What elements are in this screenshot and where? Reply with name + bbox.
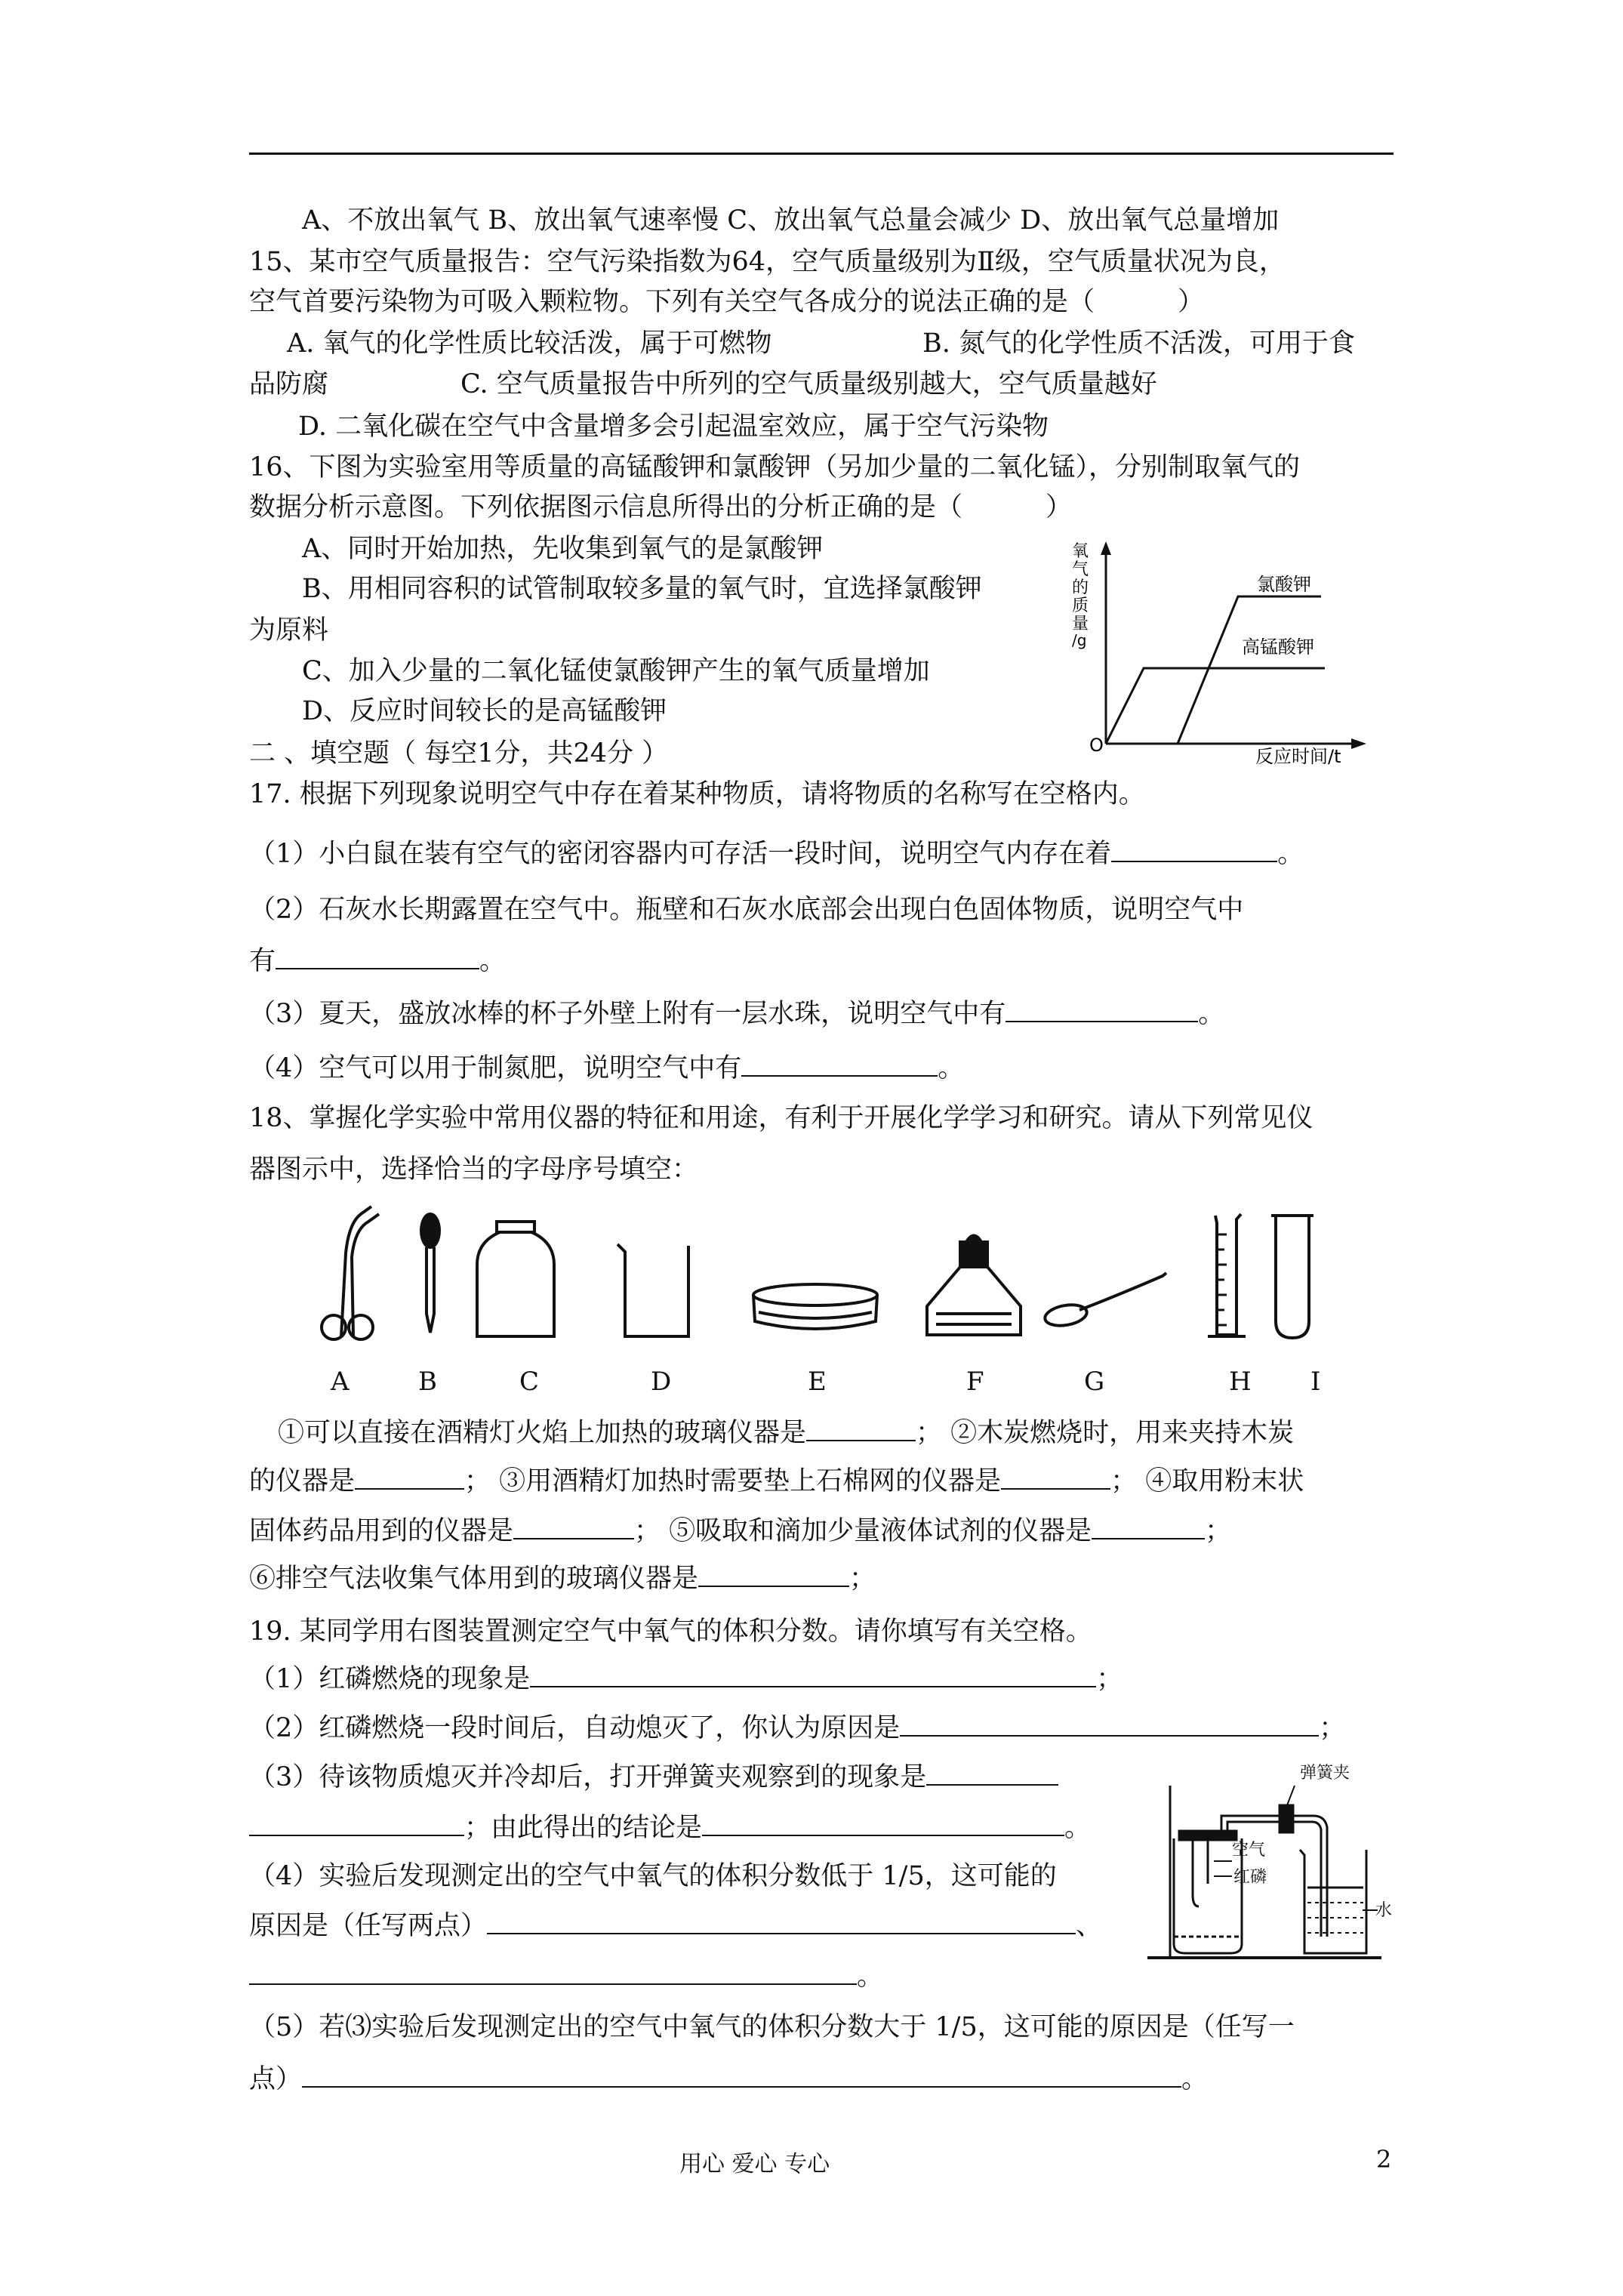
evaporating-dish-icon [753, 1284, 877, 1329]
q19-part1: （1）红磷燃烧的现象是 ； [249, 1664, 1123, 1694]
q19-part2: （2）红磷燃烧一段时间后，自动熄灭了，你认为原因是 ； [249, 1713, 1346, 1743]
answer-blank[interactable] [900, 1712, 1319, 1737]
q16-stem-line2: 数据分析示意图。下列依据图示信息所得出的分析正确的是（ ） [249, 492, 1073, 522]
graph-ylabel-6: /g [1072, 631, 1087, 649]
answer-blank[interactable] [1001, 1465, 1110, 1490]
graph-ylabel-4: 质 [1072, 596, 1089, 615]
answer-blank[interactable] [530, 1663, 1096, 1687]
answer-blank[interactable] [1006, 998, 1198, 1022]
q18-line1: ①可以直接在酒精灯火焰上加热的玻璃仪器是 ； ②木炭燃烧时，用来夹持木炭 [278, 1418, 1295, 1448]
instrument-label-a: A [331, 1367, 350, 1397]
kclo3-line [1106, 596, 1321, 744]
answer-blank[interactable] [741, 1052, 938, 1077]
answer-blank[interactable] [1111, 838, 1277, 862]
q19-part5-cont: 点） 。 [249, 2064, 1209, 2094]
q17-part1: （1）小白鼠在装有空气的密闭容器内可存活一段时间，说明空气内存在着 。 [249, 839, 1304, 869]
label-red-phosphorus: 红磷 [1233, 1868, 1267, 1887]
q18-stem-line1: 18、掌握化学实验中常用仪器的特征和用途，有利于开展化学学习和研究。请从下列常见仪 [249, 1103, 1313, 1133]
label-spring-clip: 弹簧夹 [1300, 1764, 1350, 1783]
answer-blank[interactable] [702, 1812, 1064, 1836]
q19-part4-cont: 原因是（任写两点） 、 [249, 1911, 1103, 1941]
label-water: 水 [1375, 1901, 1393, 1920]
instrument-label-e: E [808, 1367, 827, 1397]
q18-stem-line2: 器图示中，选择恰当的字母序号填空： [249, 1154, 699, 1185]
instrument-label-g: G [1084, 1367, 1105, 1397]
answer-blank[interactable] [249, 1961, 857, 1985]
q15-option-d: D. 二氧化碳在空气中含量增多会引起温室效应，属于空气污染物 [298, 411, 1049, 442]
graph-ylabel-2: 气 [1072, 560, 1089, 579]
beaker-icon [617, 1244, 688, 1336]
graph-series-kmno4: 高锰酸钾 [1242, 636, 1314, 658]
graph-series-kclo3: 氯酸钾 [1257, 574, 1311, 595]
q18-instruments [302, 1200, 1359, 1351]
y-axis-arrow-icon [1101, 541, 1111, 555]
q16-option-a: A、同时开始加热，先收集到氧气的是氯酸钾 [302, 534, 824, 564]
q19-part3-cont: ；由此得出的结论是 。 [249, 1812, 1091, 1843]
answer-blank[interactable] [806, 1417, 916, 1441]
instrument-label-i: I [1310, 1367, 1321, 1397]
q19-stem: 19. 某同学用右图装置测定空气中氧气的体积分数。请你填写有关空格。 [249, 1616, 1092, 1647]
q15-stem-line2: 空气首要污染物为可吸入颗粒物。下列有关空气各成分的说法正确的是（ ） [249, 287, 1205, 317]
header-rule [249, 153, 1394, 155]
label-air: 空气 [1232, 1841, 1266, 1860]
answer-blank[interactable] [355, 1465, 464, 1490]
footer-motto: 用心 爱心 专心 [679, 2151, 830, 2177]
answer-blank[interactable] [249, 1812, 464, 1836]
graph-ylabel-1: 氧 [1072, 542, 1089, 561]
q15-option-b-cont: 品防腐 [249, 369, 329, 399]
q14-options: A、不放出氧气 B、放出氧气速率慢 C、放出氧气总量会减少 D、放出氧气总量增加 [302, 205, 1280, 236]
answer-blank[interactable] [487, 1910, 1076, 1934]
medicine-spoon-icon [1043, 1273, 1166, 1329]
answer-blank[interactable] [276, 945, 479, 969]
graph-xlabel: 反应时间/t [1255, 746, 1341, 767]
q19-part4-cont2: 。 [249, 1961, 883, 1992]
q17-part4: （4）空气可以用于制氮肥，说明空气中有 。 [249, 1053, 965, 1083]
q17-part3: （3）夏天，盛放冰棒的杯子外壁上附有一层水珠，说明空气中有 。 [249, 999, 1225, 1029]
test-tube-icon [1271, 1216, 1313, 1338]
instrument-label-c: C [519, 1367, 540, 1397]
q19-part4: （4）实验后发现测定出的空气中氧气的体积分数低于 1/5，这可能的 [249, 1861, 1057, 1891]
q17-part2: （2）石灰水长期露置在空气中。瓶壁和石灰水底部会出现白色固体物质，说明空气中 [249, 895, 1244, 925]
q16-option-d: D、反应时间较长的是高锰酸钾 [302, 696, 667, 726]
q16-stem-line1: 16、下图为实验室用等质量的高锰酸钾和氯酸钾（另加少量的二氧化锰），分别制取氧气的 [249, 452, 1301, 482]
q18-line4: ⑥排空气法收集气体用到的玻璃仪器是 ； [249, 1564, 876, 1594]
q19-part5: （5）若⑶实验后发现测定出的空气中氧气的体积分数大于 1/5，这可能的原因是（任写一 [249, 2012, 1295, 2042]
instrument-label-b: B [418, 1367, 437, 1397]
kmno4-line [1106, 668, 1325, 744]
q16-graph [1053, 532, 1370, 774]
graph-ylabel-3: 的 [1072, 578, 1089, 597]
q19-part3: （3）待该物质熄灭并冷却后，打开弹簧夹观察到的现象是 [249, 1761, 1058, 1792]
answer-blank[interactable] [926, 1761, 1058, 1786]
q16-option-b: B、用相同容积的试管制取较多量的氧气时，宜选择氯酸钾 [302, 574, 982, 604]
instrument-label-d: D [651, 1367, 672, 1397]
alcohol-lamp-icon [927, 1236, 1021, 1336]
q15-option-c: C. 空气质量报告中所列的空气质量级别越大，空气质量越好 [460, 369, 1157, 399]
q18-line3: 固体药品用到的仪器是 ； ⑤吸取和滴加少量液体试剂的仪器是 ； [249, 1516, 1232, 1546]
graduated-cylinder-icon [1208, 1214, 1246, 1336]
graph-origin: O [1089, 735, 1104, 756]
gas-bottle-icon [477, 1222, 554, 1336]
instrument-label-f: F [966, 1367, 984, 1397]
q15-option-b: B. 氮气的化学性质不活泼，可用于食 [922, 328, 1355, 359]
graph-ylabel-5: 量 [1072, 615, 1089, 633]
section-title: 二 、填空题（ 每空1分，共24分 ） [249, 738, 669, 769]
q16-option-b-cont: 为原料 [249, 615, 329, 646]
q19-apparatus [1132, 1755, 1404, 1967]
dropper-icon [421, 1214, 439, 1333]
answer-blank[interactable] [513, 1515, 634, 1539]
q15-option-a: A. 氧气的化学性质比较活泼，属于可燃物 [287, 328, 772, 359]
q16-option-c: C、加入少量的二氧化锰使氯酸钾产生的氧气质量增加 [302, 656, 930, 686]
page-number: 2 [1376, 2145, 1392, 2174]
answer-blank[interactable] [302, 2063, 1181, 2088]
answer-blank[interactable] [698, 1563, 849, 1587]
crucible-tongs-icon [322, 1207, 379, 1339]
q18-line2: 的仪器是 ； ③用酒精灯加热时需要垫上石棉网的仪器是 ； ④取用粉末状 [249, 1466, 1304, 1496]
x-axis-arrow-icon [1351, 738, 1366, 749]
q15-stem-line1: 15、某市空气质量报告：空气污染指数为64，空气质量级别为Ⅱ级，空气质量状况为良， [249, 247, 1286, 277]
instrument-label-h: H [1229, 1367, 1252, 1397]
q17-stem: 17. 根据下列现象说明空气中存在着某种物质，请将物质的名称写在空格内。 [249, 779, 1145, 809]
answer-blank[interactable] [1092, 1515, 1205, 1539]
q17-part2-cont: 有 。 [249, 946, 507, 976]
